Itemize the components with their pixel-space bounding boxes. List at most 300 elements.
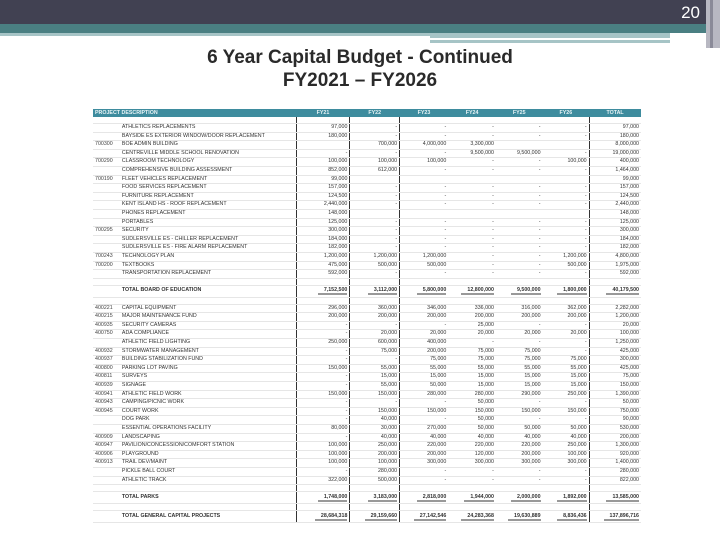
cell-fy24: 55,000 (448, 364, 496, 373)
cell-fy21: 148,000 (296, 209, 350, 218)
cell-fy21: 100,000 (296, 158, 350, 167)
cell-fy21: 852,000 (296, 166, 350, 175)
cell-total: 148,000 (589, 209, 641, 218)
cell-fy26: - (543, 467, 590, 476)
cell-code (93, 209, 120, 218)
cell-fy23: 220,000 (400, 442, 449, 451)
cell-code (93, 201, 120, 210)
cell-fy22 (350, 278, 400, 285)
cell-code: 700300 (93, 141, 120, 150)
cell-code (93, 192, 120, 201)
cell-fy26: 150,000 (543, 407, 590, 416)
cell-fy26: 100,000 (543, 158, 590, 167)
cell-fy24: 150,000 (448, 407, 496, 416)
cell-desc: ESSENTIAL OPERATIONS FACILITY (120, 425, 296, 434)
header-fy22: FY22 (350, 109, 400, 117)
cell-code: 400906 (93, 450, 120, 459)
cell-code: 400913 (93, 459, 120, 468)
cell-fy21: 125,000 (296, 218, 350, 227)
cell-fy22: - (350, 270, 400, 279)
cell-fy25: - (496, 261, 543, 270)
cell-desc: PORTABLES (120, 218, 296, 227)
cell-fy24: - (448, 192, 496, 201)
cell-fy21: 100,000 (296, 442, 350, 451)
total-value: 12,800,000 (461, 287, 494, 295)
total-value: 28,684,318 (315, 513, 348, 521)
cell-fy21: - (296, 373, 350, 382)
total-value: 40,179,500 (606, 287, 639, 295)
cell-fy21: - (296, 149, 350, 158)
cell-fy25: - (496, 201, 543, 210)
cell-fy25: 200,000 (496, 313, 543, 322)
total-value: 5,800,000 (417, 287, 447, 295)
cell-total: 425,000 (589, 364, 641, 373)
total-value: 29,159,660 (365, 513, 398, 521)
cell-fy24 (448, 492, 496, 504)
cell-fy22: 20,000 (350, 330, 400, 339)
cell-fy22: 200,000 (350, 313, 400, 322)
cell-fy22: - (350, 201, 400, 210)
cell-fy22: 200,000 (350, 450, 400, 459)
cell-fy26: 300,000 (543, 459, 590, 468)
cell-total: 530,000 (589, 425, 641, 434)
cell-desc: KENT ISLAND HS - ROOF REPLACEMENT (120, 201, 296, 210)
cell-code: 400221 (93, 304, 120, 313)
cell-fy24: - (448, 227, 496, 236)
cell-fy25: - (496, 132, 543, 141)
cell-fy23: - (400, 399, 449, 408)
cell-fy22: - (350, 235, 400, 244)
cell-fy23 (400, 297, 449, 304)
cell-fy21: 1,200,000 (296, 252, 350, 261)
table-row (93, 390, 641, 399)
cell-fy22: 40,000 (350, 433, 400, 442)
cell-desc: PARKING LOT PAVING (120, 364, 296, 373)
cell-fy24 (448, 504, 496, 511)
cell-fy25: - (496, 166, 543, 175)
cell-total (589, 511, 641, 523)
cell-code: 700290 (93, 158, 120, 167)
cell-fy25 (496, 175, 543, 184)
table-row (93, 149, 641, 158)
cell-code (93, 416, 120, 425)
table-row (93, 433, 641, 442)
cell-fy24 (448, 278, 496, 285)
cell-fy23 (400, 504, 449, 511)
cell-fy22: - (350, 184, 400, 193)
cell-fy22: - (350, 321, 400, 330)
cell-fy25: - (496, 416, 543, 425)
table-row (93, 364, 641, 373)
cell-fy24: - (448, 124, 496, 133)
cell-fy21: 300,000 (296, 227, 350, 236)
cell-fy21: 100,000 (296, 459, 350, 468)
cell-fy25: - (496, 124, 543, 133)
cell-fy24: - (448, 270, 496, 279)
cell-fy23: - (400, 467, 449, 476)
cell-code: 400943 (93, 399, 120, 408)
cell-desc: BAYSIDE ES EXTERIOR WINDOW/DOOR REPLACEMENT (120, 132, 296, 141)
cell-fy23: 150,000 (400, 407, 449, 416)
cell-code (93, 285, 120, 297)
cell-fy21: - (296, 330, 350, 339)
cell-fy25: - (496, 252, 543, 261)
cell-fy23: 75,000 (400, 356, 449, 365)
cell-fy23: - (400, 218, 449, 227)
cell-fy24: - (448, 467, 496, 476)
cell-fy22: 100,000 (350, 158, 400, 167)
cell-fy22: - (350, 132, 400, 141)
cell-fy26 (543, 511, 590, 523)
slide-edge-line (710, 0, 713, 48)
cell-fy26: 250,000 (543, 390, 590, 399)
cell-fy24: - (448, 476, 496, 485)
cell-fy23: 300,000 (400, 459, 449, 468)
cell-fy22: 280,000 (350, 467, 400, 476)
cell-code (93, 511, 120, 523)
total-row (93, 492, 641, 504)
header-fy24: FY24 (448, 109, 496, 117)
table-row (93, 252, 641, 261)
total-value: 1,892,000 (557, 494, 587, 502)
cell-fy23: - (400, 244, 449, 253)
table-row (93, 218, 641, 227)
table-row (93, 261, 641, 270)
slide-title (0, 46, 720, 92)
table-row (93, 244, 641, 253)
cell-desc: COMPREHENSIVE BUILDING ASSESSMENT (120, 166, 296, 175)
cell-desc: PAVILION/CONCESSION/COMFORT STATION (120, 442, 296, 451)
blank-row (93, 278, 641, 285)
cell-fy22: - (350, 399, 400, 408)
blank-row (93, 297, 641, 304)
cell-code (93, 235, 120, 244)
table-row (93, 339, 641, 348)
cell-code (93, 124, 120, 133)
cell-fy23: 346,000 (400, 304, 449, 313)
cell-desc: SUDLERSVILLE ES - CHILLER REPLACEMENT (120, 235, 296, 244)
cell-fy26: 15,000 (543, 373, 590, 382)
cell-code (93, 492, 120, 504)
cell-fy25: - (496, 244, 543, 253)
cell-fy25: - (496, 235, 543, 244)
header-fy21: FY21 (296, 109, 350, 117)
cell-fy25: - (496, 158, 543, 167)
cell-total: 184,000 (589, 235, 641, 244)
cell-fy24: 300,000 (448, 459, 496, 468)
slide-accent-stripe (0, 33, 430, 36)
cell-fy26: 100,000 (543, 450, 590, 459)
cell-fy23: 280,000 (400, 390, 449, 399)
cell-fy22: 75,000 (350, 347, 400, 356)
cell-fy26: - (543, 270, 590, 279)
cell-total: 822,000 (589, 476, 641, 485)
cell-fy21: 184,000 (296, 235, 350, 244)
cell-fy21: 100,000 (296, 450, 350, 459)
cell-fy23 (400, 485, 449, 492)
table-row (93, 184, 641, 193)
table-row (93, 304, 641, 313)
cell-fy22: 150,000 (350, 390, 400, 399)
cell-fy21: 157,000 (296, 184, 350, 193)
cell-code (93, 467, 120, 476)
cell-fy25: - (496, 321, 543, 330)
cell-total: 1,250,000 (589, 339, 641, 348)
cell-fy24: - (448, 158, 496, 167)
cell-fy22: 1,200,000 (350, 252, 400, 261)
cell-fy24: - (448, 261, 496, 270)
cell-desc: BOE ADMIN BUILDING (120, 141, 296, 150)
cell-fy26 (543, 278, 590, 285)
table-row (93, 270, 641, 279)
cell-fy23: - (400, 270, 449, 279)
cell-fy25: 55,000 (496, 364, 543, 373)
cell-fy24 (448, 511, 496, 523)
cell-code (93, 339, 120, 348)
cell-desc: MAJOR MAINTENANCE FUND (120, 313, 296, 322)
cell-fy25 (496, 285, 543, 297)
cell-total: 300,000 (589, 227, 641, 236)
cell-desc: TECHNOLOGY PLAN (120, 252, 296, 261)
cell-code: 400941 (93, 390, 120, 399)
cell-fy25 (496, 485, 543, 492)
cell-fy24 (448, 285, 496, 297)
cell-desc: ATHLETIC FIELD LIGHTING (120, 339, 296, 348)
cell-fy24 (448, 209, 496, 218)
cell-total: 280,000 (589, 467, 641, 476)
cell-fy21: 124,500 (296, 192, 350, 201)
cell-fy26: - (543, 201, 590, 210)
cell-fy23: - (400, 227, 449, 236)
cell-fy26: 40,000 (543, 433, 590, 442)
cell-fy24: 15,000 (448, 382, 496, 391)
cell-fy26: 75,000 (543, 356, 590, 365)
cell-code: 400947 (93, 442, 120, 451)
cell-fy21: 99,000 (296, 175, 350, 184)
total-row (93, 511, 641, 523)
blank-row (93, 485, 641, 492)
cell-fy23: 55,000 (400, 364, 449, 373)
cell-total: 125,000 (589, 218, 641, 227)
cell-total (589, 285, 641, 297)
cell-desc: ATHLETIC FIELD WORK (120, 390, 296, 399)
cell-desc: BUILDING STABILIZATION FUND (120, 356, 296, 365)
cell-desc (120, 485, 296, 492)
cell-fy23: - (400, 166, 449, 175)
table-row (93, 192, 641, 201)
cell-code: 400750 (93, 330, 120, 339)
cell-fy22: - (350, 244, 400, 253)
cell-desc: FOOD SERVICES REPLACEMENT (120, 184, 296, 193)
table-header-row (93, 109, 641, 117)
cell-fy21: - (296, 347, 350, 356)
cell-fy21: - (296, 382, 350, 391)
cell-fy23: - (400, 149, 449, 158)
cell-code: 700295 (93, 227, 120, 236)
cell-fy25: - (496, 192, 543, 201)
cell-fy21: - (296, 433, 350, 442)
cell-fy22: 250,000 (350, 442, 400, 451)
cell-fy23 (400, 511, 449, 523)
cell-fy22 (350, 504, 400, 511)
cell-desc: TOTAL GENERAL CAPITAL PROJECTS (120, 511, 296, 523)
cell-fy26: - (543, 339, 590, 348)
cell-total: 2,440,000 (589, 201, 641, 210)
cell-total (589, 492, 641, 504)
cell-fy21: 80,000 (296, 425, 350, 434)
cell-fy23: 200,000 (400, 450, 449, 459)
table-row (93, 467, 641, 476)
cell-fy24: 50,000 (448, 425, 496, 434)
cell-code: 400939 (93, 382, 120, 391)
cell-fy23: 200,000 (400, 313, 449, 322)
cell-fy21 (296, 278, 350, 285)
table-row (93, 356, 641, 365)
cell-fy22 (350, 297, 400, 304)
cell-fy21: - (296, 356, 350, 365)
cell-fy24: 280,000 (448, 390, 496, 399)
total-value: 3,112,000 (368, 287, 397, 295)
page-number: 20 (681, 3, 700, 22)
table-row (93, 330, 641, 339)
cell-fy24: - (448, 244, 496, 253)
cell-fy21: 2,440,000 (296, 201, 350, 210)
cell-fy22 (350, 175, 400, 184)
cell-fy22: 15,000 (350, 373, 400, 382)
cell-desc: COURT WORK (120, 407, 296, 416)
table-row (93, 209, 641, 218)
cell-fy25: - (496, 218, 543, 227)
cell-fy21: - (296, 416, 350, 425)
cell-fy24 (448, 485, 496, 492)
cell-code: 400800 (93, 364, 120, 373)
cell-fy22: 612,000 (350, 166, 400, 175)
cell-fy24: - (448, 201, 496, 210)
table-row (93, 201, 641, 210)
cell-fy23: 200,000 (400, 347, 449, 356)
cell-fy25 (496, 504, 543, 511)
cell-code (93, 218, 120, 227)
cell-fy23 (400, 278, 449, 285)
cell-fy21: 150,000 (296, 364, 350, 373)
cell-fy25: - (496, 476, 543, 485)
cell-code: 400945 (93, 407, 120, 416)
table-row (93, 166, 641, 175)
cell-fy24: 25,000 (448, 321, 496, 330)
cell-fy26 (543, 141, 590, 150)
cell-fy26 (543, 504, 590, 511)
cell-fy21: 592,000 (296, 270, 350, 279)
cell-fy22 (350, 485, 400, 492)
cell-fy21: 97,000 (296, 124, 350, 133)
cell-total: 50,000 (589, 399, 641, 408)
cell-desc: TOTAL PARKS (120, 492, 296, 504)
total-value: 1,748,000 (318, 494, 348, 502)
cell-fy26: - (543, 184, 590, 193)
cell-code (93, 485, 120, 492)
total-value: 13,585,000 (606, 494, 639, 502)
title-line-2: FY2021 – FY2026 (282, 70, 438, 91)
total-value: 3,183,000 (368, 494, 398, 502)
cell-fy21 (296, 485, 350, 492)
cell-desc: FLEET VEHICLES REPLACEMENT (120, 175, 296, 184)
cell-fy26: - (543, 132, 590, 141)
cell-fy24: - (448, 132, 496, 141)
cell-fy25: 20,000 (496, 330, 543, 339)
header-fy23: FY23 (400, 109, 449, 117)
cell-total: 592,000 (589, 270, 641, 279)
cell-fy25: - (496, 467, 543, 476)
cell-fy21: 296,000 (296, 304, 350, 313)
cell-desc: TRAIL DEV/MAINT (120, 459, 296, 468)
cell-fy23: - (400, 321, 449, 330)
cell-total: 2,282,000 (589, 304, 641, 313)
cell-fy21 (296, 511, 350, 523)
cell-code (93, 504, 120, 511)
cell-desc (120, 297, 296, 304)
cell-fy23: 50,000 (400, 382, 449, 391)
table-row (93, 442, 641, 451)
cell-fy24: 40,000 (448, 433, 496, 442)
table-row (93, 382, 641, 391)
cell-fy23 (400, 175, 449, 184)
cell-fy23: - (400, 124, 449, 133)
total-value: 2,818,000 (417, 494, 447, 502)
cell-fy26: - (543, 192, 590, 201)
table-row (93, 158, 641, 167)
cell-total: 20,000 (589, 321, 641, 330)
cell-fy22: - (350, 124, 400, 133)
cell-fy22: 700,000 (350, 141, 400, 150)
cell-fy26 (543, 175, 590, 184)
cell-fy22: - (350, 218, 400, 227)
cell-fy26: 1,200,000 (543, 252, 590, 261)
cell-fy26: - (543, 149, 590, 158)
cell-total (589, 485, 641, 492)
cell-desc: TOTAL BOARD OF EDUCATION (120, 285, 296, 297)
table-row (93, 407, 641, 416)
cell-fy21: 475,000 (296, 261, 350, 270)
cell-total: 124,500 (589, 192, 641, 201)
table-row (93, 321, 641, 330)
cell-fy23: 400,000 (400, 339, 449, 348)
cell-fy26: 20,000 (543, 330, 590, 339)
cell-desc: SECURITY CAMERAS (120, 321, 296, 330)
cell-desc: SUDLERSVILLE ES - FIRE ALARM REPLACEMENT (120, 244, 296, 253)
cell-code (93, 244, 120, 253)
cell-fy25: - (496, 339, 543, 348)
cell-code (93, 270, 120, 279)
cell-fy21 (296, 141, 350, 150)
cell-fy23: 20,000 (400, 330, 449, 339)
cell-fy24: 336,000 (448, 304, 496, 313)
cell-fy21 (296, 297, 350, 304)
cell-desc: PHONES REPLACEMENT (120, 209, 296, 218)
table-row (93, 235, 641, 244)
cell-code (93, 166, 120, 175)
cell-total: 1,200,000 (589, 313, 641, 322)
cell-fy26: 55,000 (543, 364, 590, 373)
table-row (93, 132, 641, 141)
cell-fy25: 9,500,000 (496, 149, 543, 158)
cell-fy22 (350, 492, 400, 504)
cell-total: 300,000 (589, 356, 641, 365)
cell-fy23: 4,000,000 (400, 141, 449, 150)
cell-fy22: 500,000 (350, 261, 400, 270)
cell-desc: FURNITURE REPLACEMENT (120, 192, 296, 201)
cell-fy26: - (543, 218, 590, 227)
cell-fy25 (496, 209, 543, 218)
